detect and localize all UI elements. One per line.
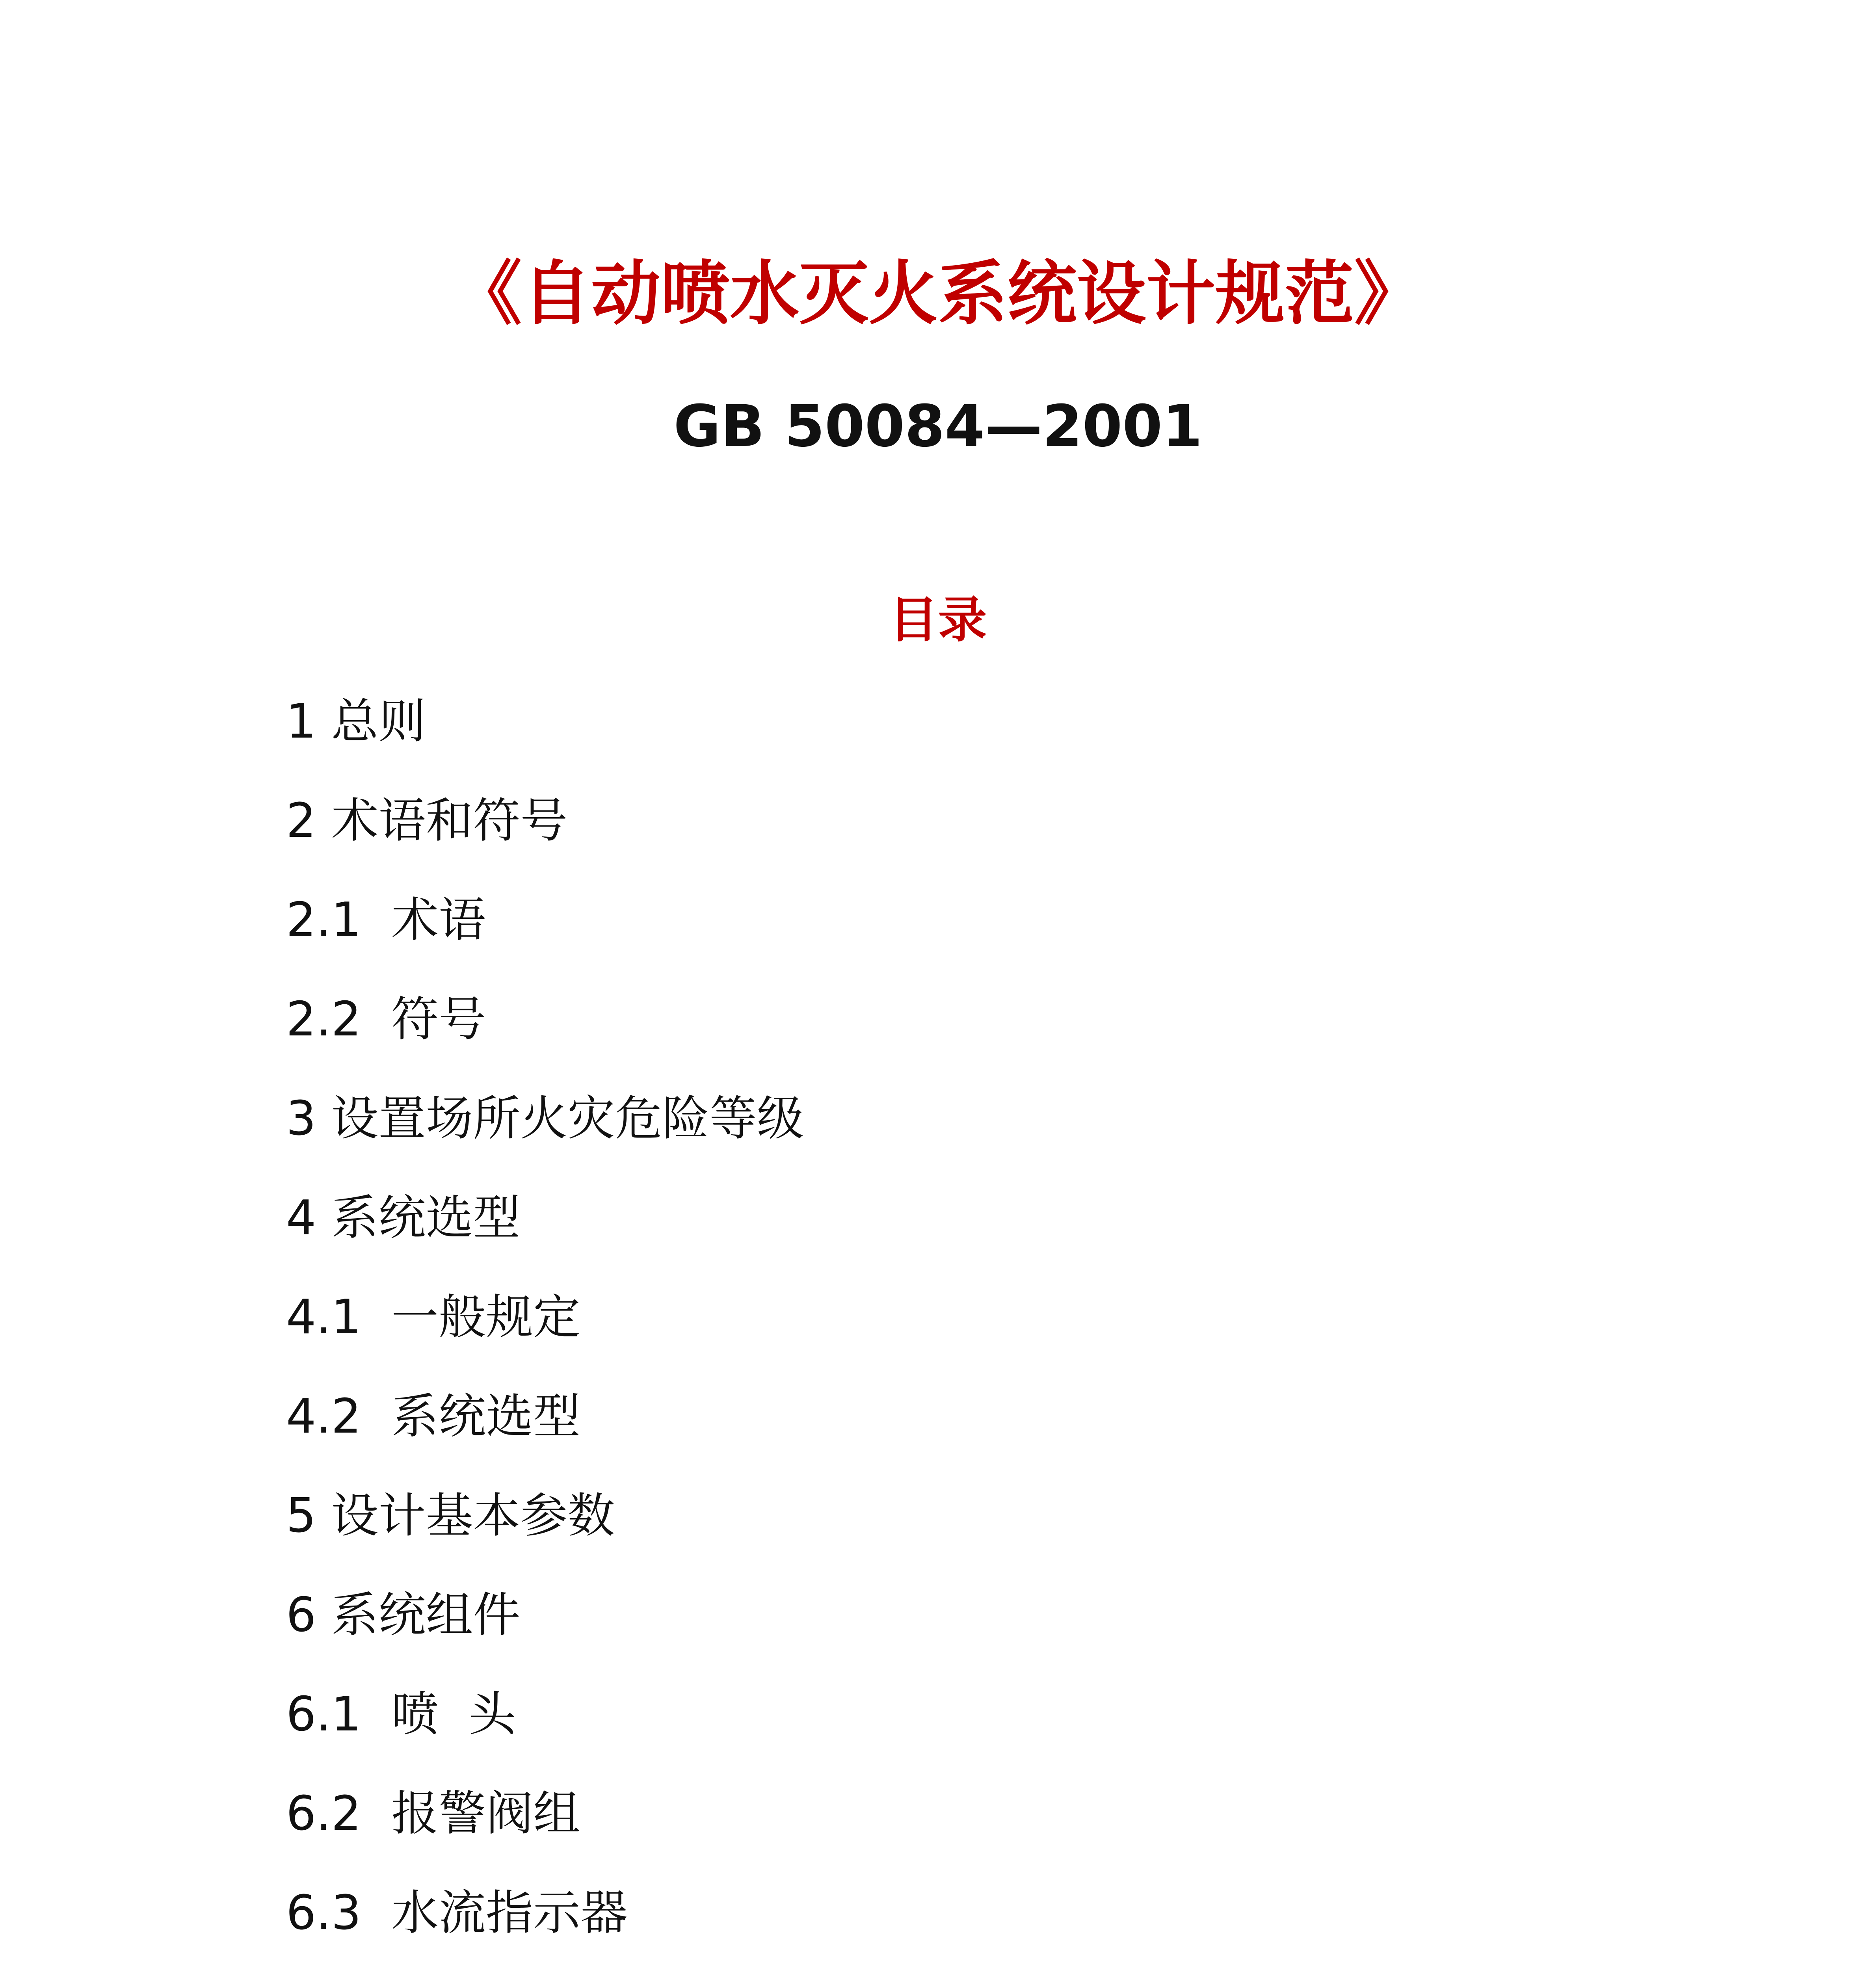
toc-heading: 目录 <box>889 592 987 649</box>
toc-item[interactable]: 6.2 报警阀组 <box>286 1786 581 1841</box>
toc-item[interactable]: 1 总则 <box>286 694 426 749</box>
toc-item[interactable]: 6.3 水流指示器 <box>286 1886 628 1940</box>
table-of-contents <box>286 690 804 1970</box>
toc-item[interactable]: 4.1 一般规定 <box>286 1290 581 1345</box>
toc-item[interactable]: 2.2 符号 <box>286 992 486 1047</box>
document-title: 《自动喷水灭火系统设计规范》 <box>452 253 1424 334</box>
toc-item[interactable]: 6.1 喷 头 <box>286 1687 516 1742</box>
toc-item[interactable]: 3 设置场所火灾危险等级 <box>286 1091 804 1146</box>
toc-item[interactable]: 6 系统组件 <box>286 1588 521 1643</box>
toc-item[interactable]: 4.2 系统选型 <box>286 1389 581 1444</box>
standard-code: GB 50084—2001 <box>673 393 1203 460</box>
toc-item[interactable]: 2.1 术语 <box>286 893 486 948</box>
toc-item[interactable]: 2 术语和符号 <box>286 794 568 848</box>
toc-item[interactable]: 5 设计基本参数 <box>286 1489 615 1543</box>
toc-item[interactable]: 4 系统选型 <box>286 1191 521 1245</box>
